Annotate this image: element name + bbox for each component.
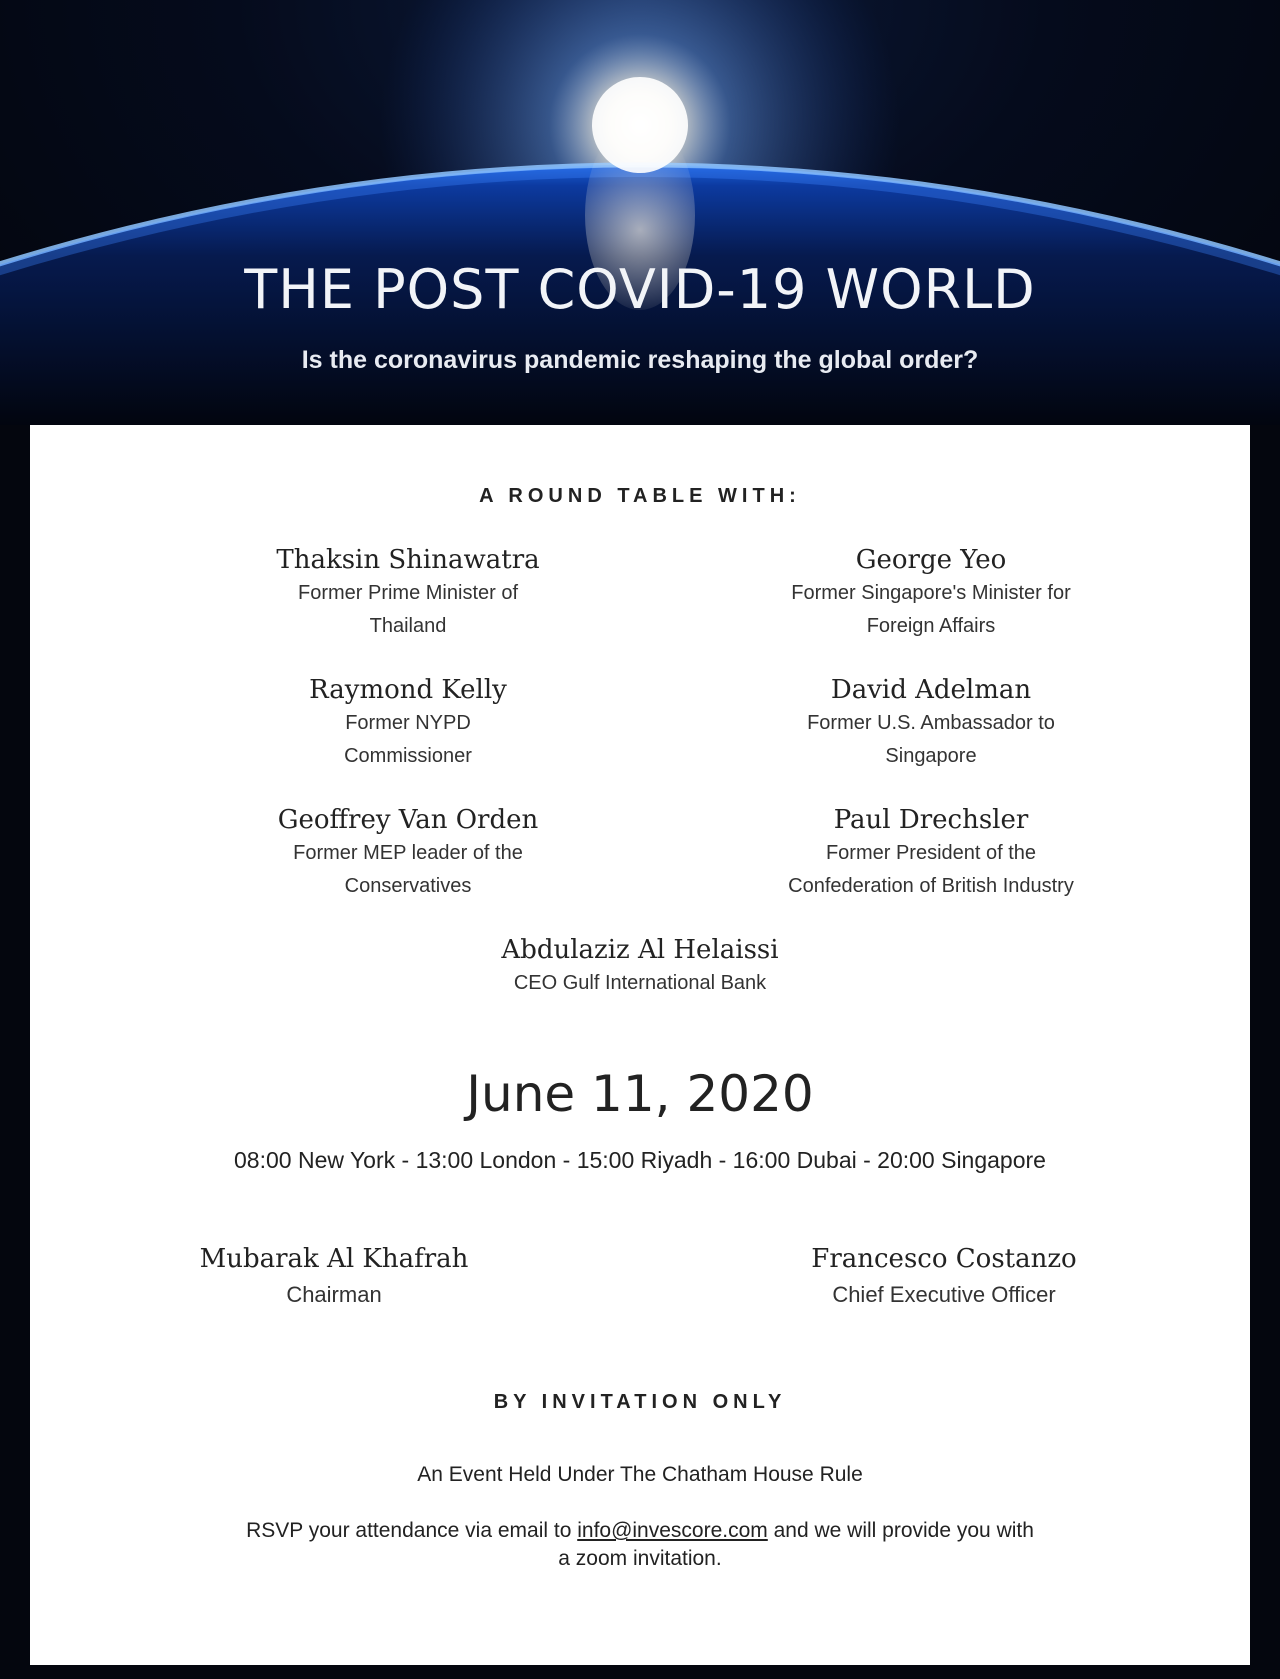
speaker-role: Conservatives — [344, 875, 472, 897]
event-date: June 11, 2020 — [466, 1065, 814, 1123]
event-title: THE POST COVID-19 WORLD — [244, 258, 1036, 321]
speaker-role: Former MEP leader of the — [293, 842, 523, 864]
speaker-role: Singapore — [885, 745, 977, 767]
event-subtitle: Is the coronavirus pandemic reshaping the global order? — [301, 346, 979, 374]
speaker — [721, 803, 1141, 903]
speaker-role: Former Singapore's Minister for — [791, 582, 1071, 604]
speaker-name: Raymond Kelly — [309, 675, 507, 705]
speaker — [721, 673, 1141, 773]
rsvp-text-after: and we will provide you with a zoom invitation. — [558, 1519, 1034, 1570]
speaker — [721, 543, 1141, 643]
speaker — [198, 803, 618, 903]
speaker-role: Former NYPD — [345, 712, 471, 734]
host — [764, 1241, 1124, 1313]
host-role: Chief Executive Officer — [832, 1282, 1056, 1307]
host-role: Chairman — [286, 1282, 382, 1307]
speaker-name: David Adelman — [830, 675, 1032, 705]
rsvp-email-link[interactable]: info@invescore.com — [577, 1519, 768, 1542]
speaker-name: George Yeo — [855, 545, 1007, 575]
rsvp-text — [240, 1517, 1040, 1573]
invitation-card — [30, 425, 1250, 1665]
chatham-house-rule: An Event Held Under The Chatham House Rule — [417, 1463, 863, 1486]
roundtable-heading: A ROUND TABLE WITH: — [479, 485, 801, 507]
speaker-role: Thailand — [369, 615, 447, 637]
speaker-role: Foreign Affairs — [866, 615, 996, 637]
invitation-only-label: BY INVITATION ONLY — [493, 1391, 787, 1413]
speaker-role: Former President of the — [825, 842, 1037, 864]
speaker-name: Geoffrey Van Orden — [277, 805, 539, 835]
speaker-name: Thaksin Shinawatra — [276, 545, 540, 575]
speaker — [198, 673, 618, 773]
speaker — [198, 543, 618, 643]
speaker-role: Commissioner — [344, 745, 472, 767]
rsvp-text-before: RSVP your attendance via email to — [246, 1519, 578, 1542]
speaker-name: Paul Drechsler — [833, 805, 1029, 835]
host-name: Mubarak Al Khafrah — [199, 1244, 469, 1274]
speaker-role: Confederation of British Industry — [788, 875, 1074, 897]
speaker-role: Former Prime Minister of — [297, 582, 519, 604]
host-name: Francesco Costanzo — [811, 1244, 1077, 1274]
event-times: 08:00 New York - 13:00 London - 15:00 Riyadh - 16:00 Dubai - 20:00 Singapore — [234, 1147, 1046, 1173]
speaker-name: Abdulaziz Al Helaissi — [501, 935, 779, 965]
speaker — [430, 933, 850, 1000]
host — [154, 1241, 514, 1313]
speaker-role: CEO Gulf International Bank — [513, 972, 767, 994]
hero-banner — [0, 0, 1280, 425]
speaker-role: Former U.S. Ambassador to — [807, 712, 1055, 734]
